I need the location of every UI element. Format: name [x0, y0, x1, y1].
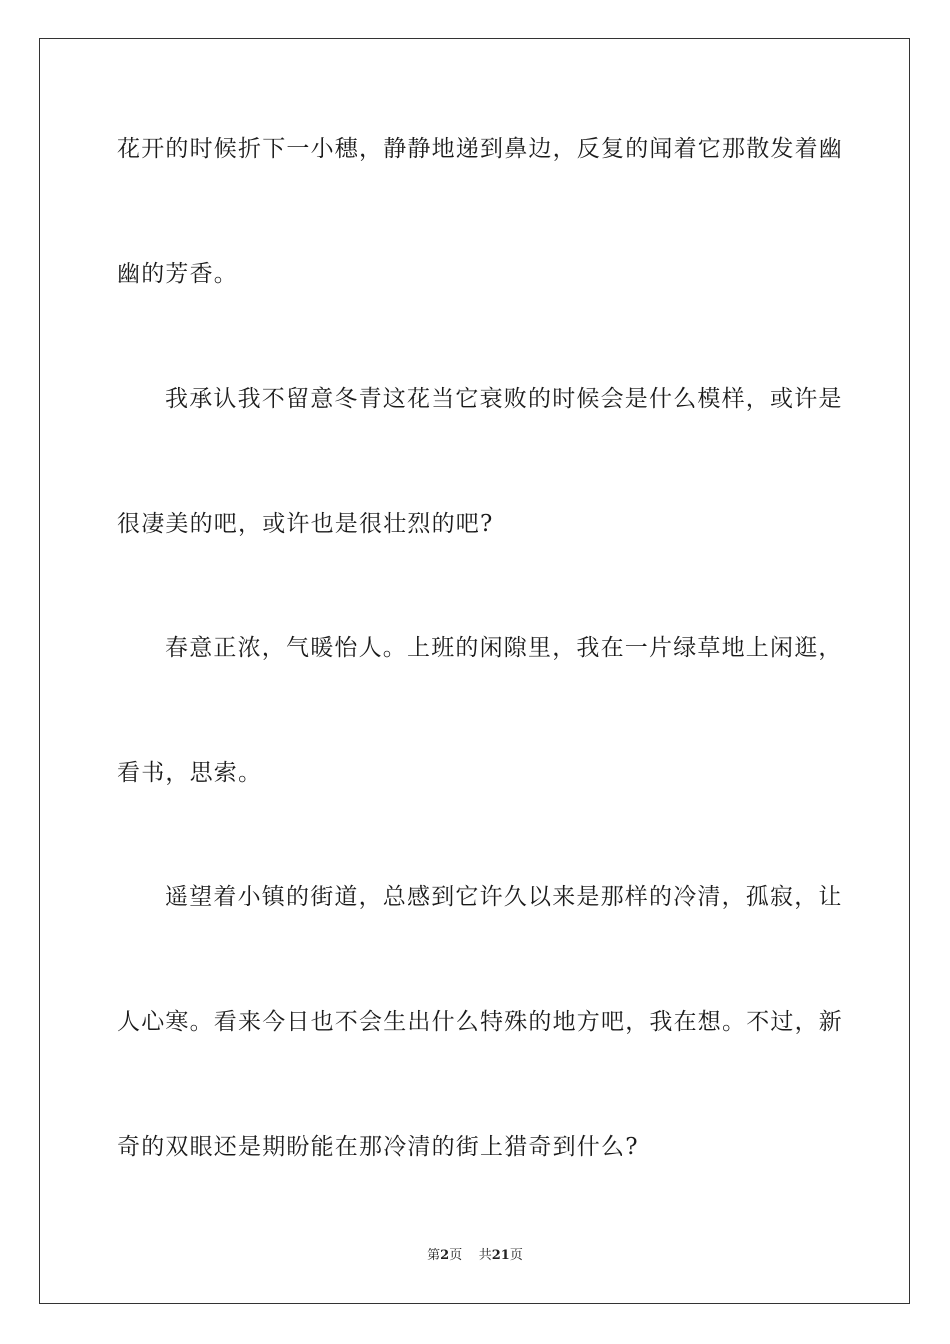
paragraph-first-line: 我承认我不留意冬青这花当它衰败的时候会是什么模样，或许是: [165, 386, 843, 412]
paragraph-first-line: 春意正浓，气暖怡人。上班的闲隙里，我在一片绿草地上闲逛，: [165, 635, 843, 661]
text-line: 看书，思索。: [117, 760, 263, 786]
text-line: 花开的时候折下一小穗，静静地递到鼻边，反复的闻着它那散发着幽: [117, 136, 843, 162]
paragraph-first-line: 遥望着小镇的街道，总感到它许久以来是那样的冷清，孤寂，让: [165, 884, 843, 910]
text-line: 奇的双眼还是期盼能在那冷清的街上猎奇到什么?: [117, 1134, 639, 1160]
page-number: 2: [440, 1248, 450, 1263]
page-footer: [0, 1247, 950, 1265]
total-unit: 页: [509, 1248, 523, 1263]
text-line: 很凄美的吧，或许也是很壮烈的吧?: [117, 511, 494, 537]
total-pages: 21: [491, 1248, 510, 1263]
page-border: [39, 38, 910, 1304]
total-label: 共: [478, 1248, 492, 1263]
text-line: 幽的芳香。: [117, 261, 238, 287]
text-line: 人心寒。看来今日也不会生出什么特殊的地方吧，我在想。不过，新: [117, 1009, 843, 1035]
page-unit: 页: [449, 1248, 463, 1263]
page-label: 第: [427, 1248, 441, 1263]
